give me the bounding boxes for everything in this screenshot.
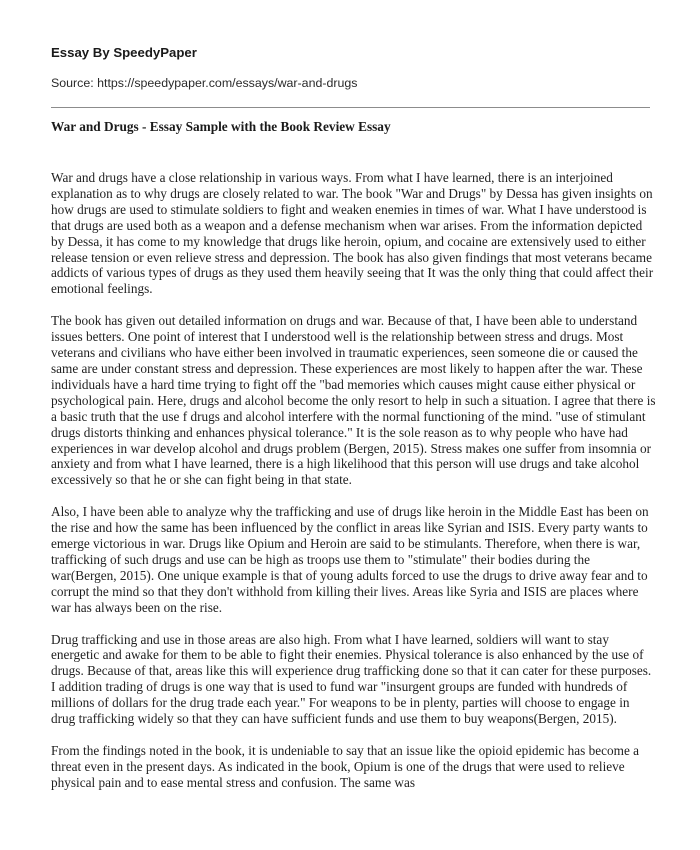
body-paragraph: Also, I have been able to analyze why the trafficking and use of drugs like heroin in the Middle East has been on the rise and how the same has been influenced by the conflict in areas like Syrian and ISIS. Every party wants to emerge victorious in war. Drugs like Opium and Heroin are said to be stimulants. Therefore, when there is war, trafficking of such drugs and use can be high as troops use them to "stimulate" their bodies during the war(Bergen, 2015). One unique example is that of young adults forced to use the drugs to drive away fear and to corrupt the mind so that they don't withhold from killing their lives. Areas like Syria and ISIS are places where war has always been on the rise. (51, 504, 649, 615)
body-paragraph: The book has given out detailed information on drugs and war. Because of that, I have been able to understand issues betters. One point of interest that I understood well is the relationship between stress and drugs. Most veterans and civilians who have either been involved in traumatic experiences, seen someone die or caused the same are under constant stress and depression. These experiences are most likely to happen after the war. These individuals have a hard time trying to fight off the "bad memories which causes might cause either physical or psychological pain. Here, drugs and alcohol become the only resort to help in such a situation. I agree that there is a basic truth that the use f drugs and alcohol interfere with the normal functioning of the mind. "use of stimulant drugs distorts thinking and enhances physical tolerance." It is the sole reason as to why people who have had experiences in war develop alcohol and drugs problem (Bergen, 2015). Stress makes one suffer from insomnia or anxiety and from what I have learned, there is a high likelihood that this person will use drugs and take alcohol excessively so that he or she can fight being in that state. (51, 313, 656, 488)
essay-title: War and Drugs - Essay Sample with the Book Review Essay (51, 119, 391, 134)
body-paragraph: Drug trafficking and use in those areas are also high. From what I have learned, soldiers will want to stay energetic and awake for them to be able to fight their enemies. Physical tolerance is also enhanced by the use of drugs. Because of that, areas like this will experience drug trafficking done so that it can cater for these purposes. I addition trading of drugs is one way that is used to fund war "insurgent groups are funded with hundreds of millions of dollars for the drug trade each year." For weapons to be in plenty, parties will choose to engage in drug trafficking widely so that they can have sufficient funds and use them to buy weapons(Bergen, 2015). (51, 631, 652, 727)
body-paragraph: From the findings noted in the book, it is undeniable to say that an issue like the opioid epidemic has become a threat even in the present days. As indicated in the book, Opium is one of the drugs that were used to relieve physical pain and to ease mental stress and confusion. The same was (51, 743, 640, 790)
essay-body (51, 170, 657, 807)
source-line: Source: https://speedypaper.com/essays/war-and-drugs (51, 76, 358, 90)
header-divider (51, 107, 650, 108)
site-title: Essay By SpeedyPaper (51, 45, 197, 60)
document-header (51, 44, 651, 91)
body-paragraph: War and drugs have a close relationship in various ways. From what I have learned, there is an interjoined explanation as to why drugs are closely related to war. The book "War and Drugs" by Dessa has given insights on how drugs are used to stimulate soldiers to fight and weaken enemies in times of war. What I have understood is that drugs are used both as a weapon and a defense mechanism when war arises. From the information depicted by Dessa, it has come to my knowledge that drugs like heroin, opium, and cocaine are extensively used to either release tension or even relieve stress and depression. The book has also given findings that most veterans became addicts of various types of drugs as they used them heavily seeing that It was the only thing that could affect their emotional feelings. (51, 170, 654, 297)
